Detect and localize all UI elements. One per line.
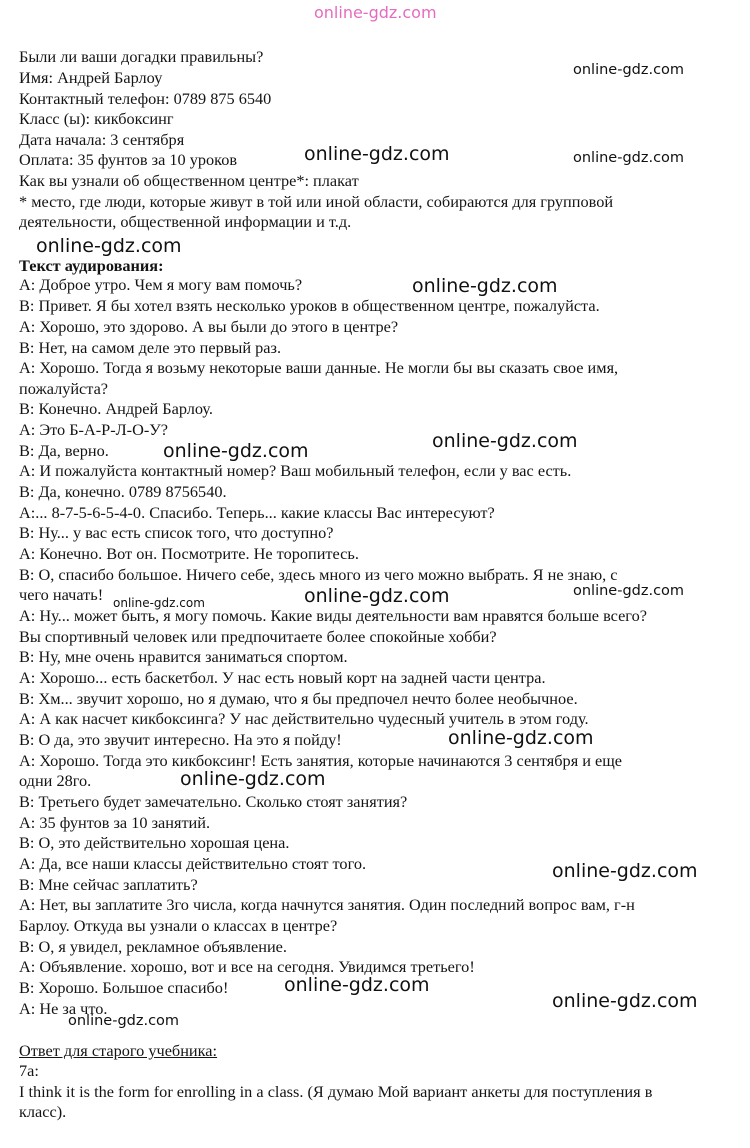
- dialogue-line: А: Хорошо... есть баскетбол. У нас есть новый корт на задней части центра.: [19, 668, 546, 687]
- dialogue-line: А: Хорошо, это здорово. А вы были до этого в центре?: [19, 317, 399, 336]
- dialogue-line: А: А как насчет кикбоксинга? У нас действительно чудесный учитель в этом году.: [19, 709, 589, 728]
- form-class: Класс (ы): кикбоксинг: [19, 109, 174, 128]
- dialogue-line: одни 28го.: [19, 771, 92, 790]
- watermark: online-gdz.com: [36, 235, 182, 257]
- watermark: online-gdz.com: [573, 62, 685, 78]
- watermark: online-gdz.com: [573, 583, 685, 599]
- dialogue-line: В: Хорошо. Большое спасибо!: [19, 978, 229, 997]
- result-question: Были ли ваши догадки правильны?: [19, 47, 264, 66]
- watermark: online-gdz.com: [304, 585, 450, 607]
- dialogue-line: А: Доброе утро. Чем я могу вам помочь?: [19, 275, 303, 294]
- dialogue-line: Барлоу. Откуда вы узнали о классах в центре?: [19, 916, 338, 935]
- footnote-line-2: деятельности, общественной информации и т.д.: [19, 212, 352, 231]
- dialogue-line: В: Хм... звучит хорошо, но я думаю, что я бы предпочел нечто более необычное.: [19, 689, 578, 708]
- watermark: online-gdz.com: [163, 440, 309, 462]
- watermark: online-gdz.com: [180, 768, 326, 790]
- footnote-line-1: * место, где люди, которые живут в той или иной области, собираются для групповой: [19, 192, 614, 211]
- dialogue-line: А: Конечно. Вот он. Посмотрите. Не торопитесь.: [19, 544, 359, 563]
- dialogue-line: А: Хорошо. Тогда я возьму некоторые ваши данные. Не могли бы вы сказать свое имя,: [19, 358, 619, 377]
- dialogue-line: В: Привет. Я бы хотел взять несколько уроков в общественном центре, пожалуйста.: [19, 296, 600, 315]
- dialogue-line: А: 35 фунтов за 10 занятий.: [19, 813, 211, 832]
- answer-line-2: класс).: [19, 1102, 67, 1121]
- watermark: online-gdz.com: [113, 596, 205, 610]
- form-start-date: Дата начала: 3 сентября: [19, 130, 185, 149]
- answer-line-1: I think it is the form for enrolling in a class. (Я думаю Мой вариант анкеты для поступления в: [19, 1082, 653, 1101]
- dialogue-line: В: Да, верно.: [19, 441, 109, 460]
- watermark: online-gdz.com: [573, 150, 685, 166]
- dialogue-line: В: Да, конечно. 0789 8756540.: [19, 482, 227, 501]
- dialogue-line: А: Это Б-А-Р-Л-О-У?: [19, 420, 169, 439]
- dialogue-line: В: Ну... у вас есть список того, что доступно?: [19, 523, 334, 542]
- dialogue-line: А: Хорошо. Тогда это кикбоксинг! Есть занятия, которые начинаются 3 сентября и еще: [19, 751, 623, 770]
- dialogue-line: чего начать!: [19, 585, 104, 604]
- dialogue-line: В: Третьего будет замечательно. Сколько стоят занятия?: [19, 792, 408, 811]
- dialogue-line: В: Конечно. Андрей Барлоу.: [19, 399, 213, 418]
- listening-heading: Текст аудирования:: [19, 256, 164, 275]
- dialogue-line: А: Да, все наши классы действительно стоят того.: [19, 854, 367, 873]
- dialogue-line: В: О, я увидел, рекламное объявление.: [19, 937, 287, 956]
- dialogue-line: В: Мне сейчас заплатить?: [19, 875, 198, 894]
- form-payment: Оплата: 35 фунтов за 10 уроков: [19, 150, 238, 169]
- dialogue-line: В: О, спасибо большое. Ничего себе, здесь много из чего можно выбрать. Я не знаю, с: [19, 565, 618, 584]
- watermark: online-gdz.com: [552, 860, 698, 882]
- dialogue-line: А: И пожалуйста контактный номер? Ваш мобильный телефон, если у вас есть.: [19, 461, 572, 480]
- form-source: Как вы узнали об общественном центре*: плакат: [19, 171, 359, 190]
- dialogue-line: А: Ну... может быть, я могу помочь. Какие виды деятельности вам нравятся больше всего?: [19, 606, 647, 625]
- exercise-label: 7a:: [19, 1061, 39, 1080]
- watermark: online-gdz.com: [284, 974, 430, 996]
- watermark: online-gdz.com: [304, 143, 450, 165]
- watermark: online-gdz.com: [68, 1013, 180, 1029]
- watermark: online-gdz.com: [432, 430, 578, 452]
- dialogue-line: Вы спортивный человек или предпочитаете более спокойные хобби?: [19, 627, 497, 646]
- dialogue-line: А: Объявление. хорошо, вот и все на сегодня. Увидимся третьего!: [19, 957, 475, 976]
- old-textbook-answer-heading: Ответ для старого учебника:: [19, 1041, 218, 1060]
- watermark-top: online-gdz.com: [314, 3, 437, 22]
- watermark: online-gdz.com: [552, 990, 698, 1012]
- dialogue-line: А: Не за что.: [19, 999, 108, 1018]
- form-phone: Контактный телефон: 0789 875 6540: [19, 89, 272, 108]
- dialogue-line: В: Нет, на самом деле это первый раз.: [19, 338, 282, 357]
- dialogue-line: В: О да, это звучит интересно. На это я пойду!: [19, 730, 342, 749]
- dialogue-line: А: Нет, вы заплатите 3го числа, когда начнутся занятия. Один последний вопрос вам, г-н: [19, 895, 635, 914]
- dialogue-line: А:... 8-7-5-6-5-4-0. Спасибо. Теперь... какие классы Вас интересуют?: [19, 503, 495, 522]
- dialogue-line: В: О, это действительно хорошая цена.: [19, 833, 290, 852]
- watermark: online-gdz.com: [412, 275, 558, 297]
- dialogue-line: пожалуйста?: [19, 379, 109, 398]
- dialogue-line: В: Ну, мне очень нравится заниматься спортом.: [19, 647, 348, 666]
- form-name: Имя: Андрей Барлоу: [19, 68, 163, 87]
- watermark: online-gdz.com: [448, 727, 594, 749]
